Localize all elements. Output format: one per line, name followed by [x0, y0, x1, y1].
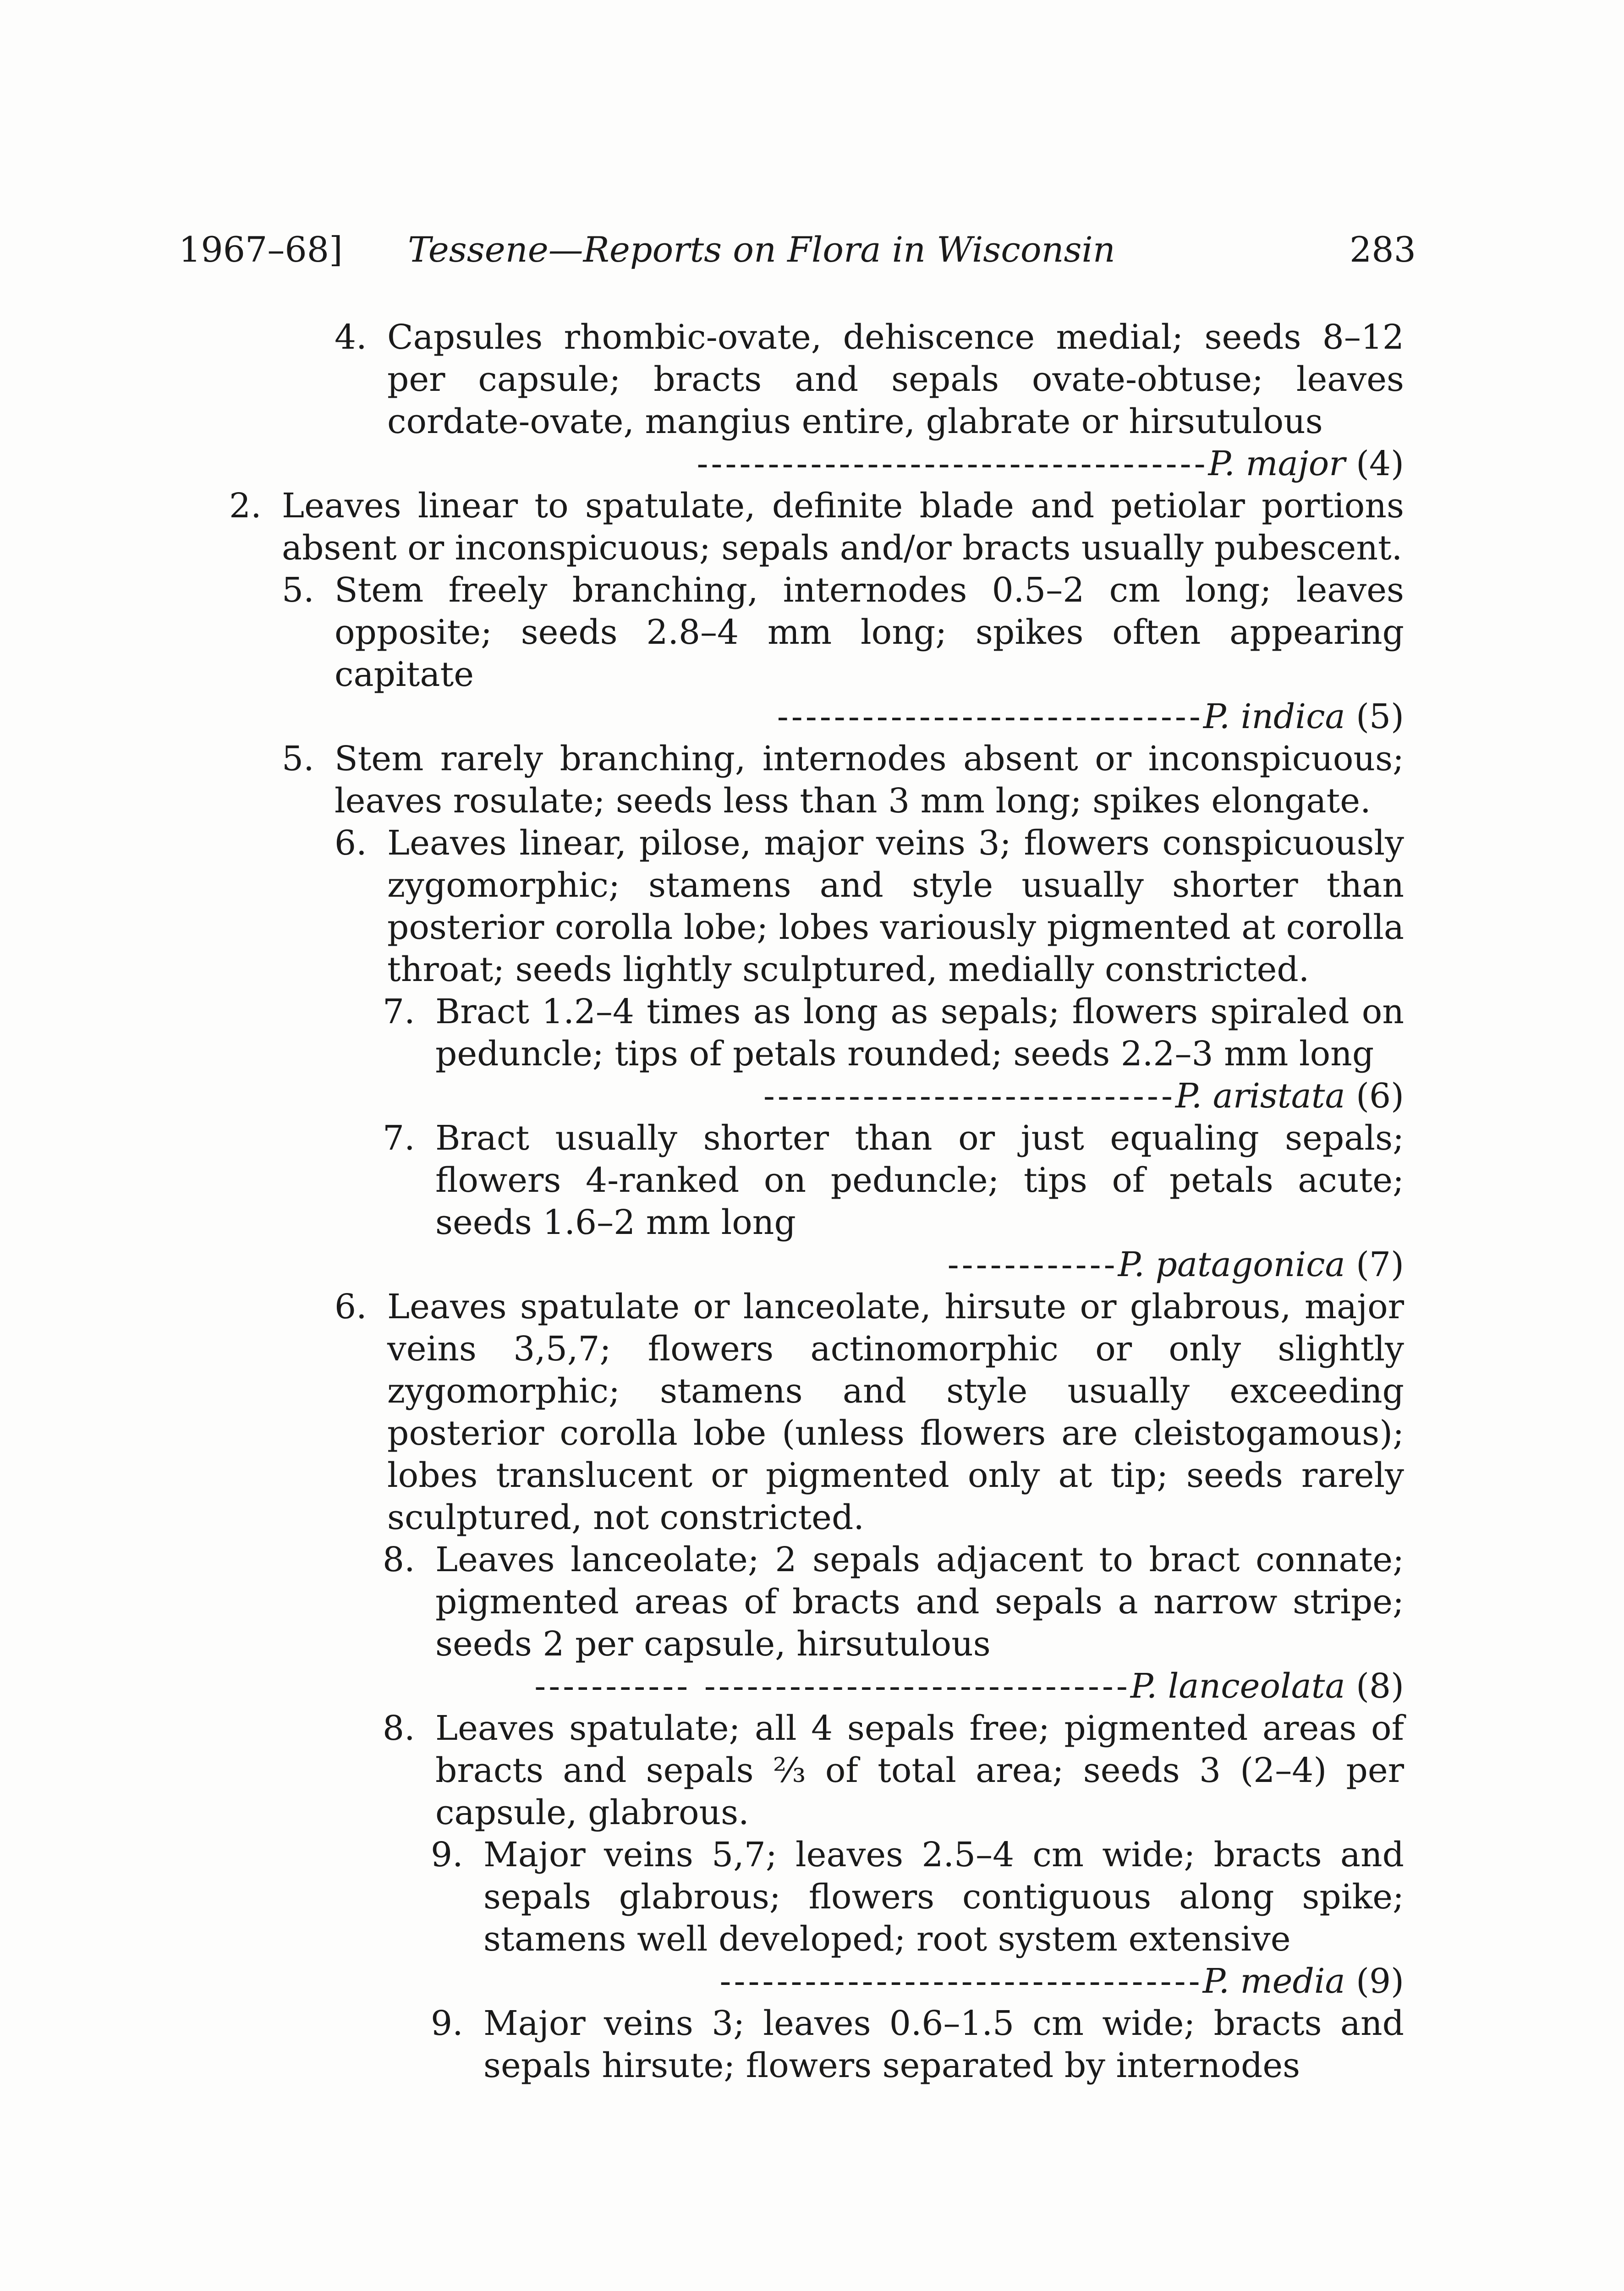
leader-line	[335, 696, 1404, 738]
couplet-number: 7.	[383, 1118, 415, 1158]
key-couplet-5a	[282, 569, 1404, 738]
couplet-text: Major veins 3; leaves 0.6–1.5 cm wide; bracts and sepals hirsute; flowers separated by internodes	[483, 2004, 1404, 2085]
couplet-text: Leaves linear to spatulate, definite blade and petiolar portions absent or inconspicuous; sepals and/or bracts usually pubescent.	[282, 486, 1404, 568]
couplet-number: 6.	[335, 1287, 367, 1326]
taxon-ref: (5)	[1356, 697, 1404, 736]
key-couplet-6a	[335, 822, 1404, 991]
running-title: Tessene—Reports on Flora in Wisconsin	[408, 229, 1115, 270]
key-couplet-2	[229, 485, 1404, 569]
taxon-name: P. aristata	[1175, 1076, 1345, 1116]
taxon-ref: (8)	[1356, 1666, 1404, 1706]
leader-dashes: ----------------------------------	[719, 1962, 1203, 2001]
couplet-number: 6.	[335, 823, 367, 863]
key-couplet-7a	[383, 991, 1404, 1117]
couplet-text: Leaves spatulate or lanceolate, hirsute or glabrous, major veins 3,5,7; flowers actinomorphic or only slightly zygomorphic; stamens and style usually exceeding posterior corolla lobe (unless flowers are cleistogamous); lobes translucent or pigmented only at tip; seeds rarely sculptured, not constricted.	[387, 1287, 1404, 1537]
page-number: 283	[1349, 229, 1416, 270]
couplet-number: 7.	[383, 992, 415, 1031]
key-couplet-7b	[383, 1117, 1404, 1286]
couplet-number: 5.	[282, 570, 314, 610]
leader-dashes: ------------------------------	[777, 697, 1203, 736]
leader-line	[387, 443, 1404, 485]
couplet-number: 5.	[282, 739, 314, 778]
running-header	[179, 225, 1416, 275]
taxon-ref: (9)	[1356, 1962, 1404, 2001]
key-couplet-6b	[335, 1286, 1404, 1539]
couplet-text: Capsules rhombic-ovate, dehiscence medial; seeds 8–12 per capsule; bracts and sepals ovate-obtuse; leaves cordate-ovate, mangius entire, glabrate or hirsutulous	[387, 318, 1404, 441]
taxon-name: P. media	[1202, 1962, 1345, 2001]
taxon-ref: (4)	[1356, 444, 1404, 483]
couplet-text: Stem rarely branching, internodes absent or inconspicuous; leaves rosulate; seeds less than 3 mm long; spikes elongate.	[335, 739, 1404, 821]
volume-range: 1967–68]	[179, 229, 343, 270]
key-couplet-5b	[282, 738, 1404, 822]
leader-dashes: ------------	[947, 1245, 1118, 1284]
leader-line	[435, 1665, 1404, 1707]
leader-dashes: ------------------------------------	[697, 444, 1208, 483]
couplet-text: Leaves linear, pilose, major veins 3; flowers conspicuously zygomorphic; stamens and style usually shorter than posterior corolla lobe; lobes variously pigmented at corolla throat; seeds lightly sculptured, medially constricted.	[387, 823, 1404, 989]
leader-line	[435, 1244, 1404, 1286]
leader-line	[435, 1075, 1404, 1117]
leader-dashes: ----------- ------------------------------	[534, 1666, 1130, 1706]
taxon-name: P. indica	[1203, 697, 1345, 736]
couplet-number: 9.	[431, 2004, 463, 2043]
couplet-number: 9.	[431, 1835, 463, 1874]
taxon-name: P. major	[1208, 444, 1345, 483]
leader-dashes: -----------------------------	[763, 1076, 1175, 1116]
key-couplet-9a	[431, 1834, 1404, 2002]
couplet-text: Bract usually shorter than or just equaling sepals; flowers 4-ranked on peduncle; tips of petals acute; seeds 1.6–2 mm long	[435, 1118, 1404, 1242]
key-body	[0, 316, 1624, 2087]
couplet-text: Bract 1.2–4 times as long as sepals; flowers spiraled on peduncle; tips of petals rounded; seeds 2.2–3 mm long	[435, 992, 1404, 1074]
taxon-name: P. patagonica	[1118, 1245, 1345, 1284]
couplet-text: Leaves lanceolate; 2 sepals adjacent to bract connate; pigmented areas of bracts and sepals a narrow stripe; seeds 2 per capsule, hirsutulous	[435, 1540, 1404, 1664]
couplet-number: 4.	[335, 318, 367, 357]
key-couplet-4	[335, 316, 1404, 485]
key-couplet-9b	[431, 2002, 1404, 2087]
key-couplet-8b	[383, 1707, 1404, 1834]
taxon-ref: (7)	[1356, 1245, 1404, 1284]
couplet-number: 8.	[383, 1540, 415, 1579]
taxon-name: P. lanceolata	[1130, 1666, 1345, 1706]
couplet-number: 8.	[383, 1709, 415, 1748]
key-couplet-8a	[383, 1539, 1404, 1707]
couplet-text: Stem freely branching, internodes 0.5–2 cm long; leaves opposite; seeds 2.8–4 mm long; spikes often appearing capitate	[335, 570, 1404, 694]
couplet-number: 2.	[229, 486, 262, 526]
leader-line	[483, 1960, 1404, 2002]
couplet-text: Leaves spatulate; all 4 sepals free; pigmented areas of bracts and sepals ⅔ of total area; seeds 3 (2–4) per capsule, glabrous.	[435, 1709, 1404, 1832]
couplet-text: Major veins 5,7; leaves 2.5–4 cm wide; bracts and sepals glabrous; flowers contiguous along spike; stamens well developed; root system extensive	[483, 1835, 1404, 1959]
taxon-ref: (6)	[1356, 1076, 1404, 1116]
